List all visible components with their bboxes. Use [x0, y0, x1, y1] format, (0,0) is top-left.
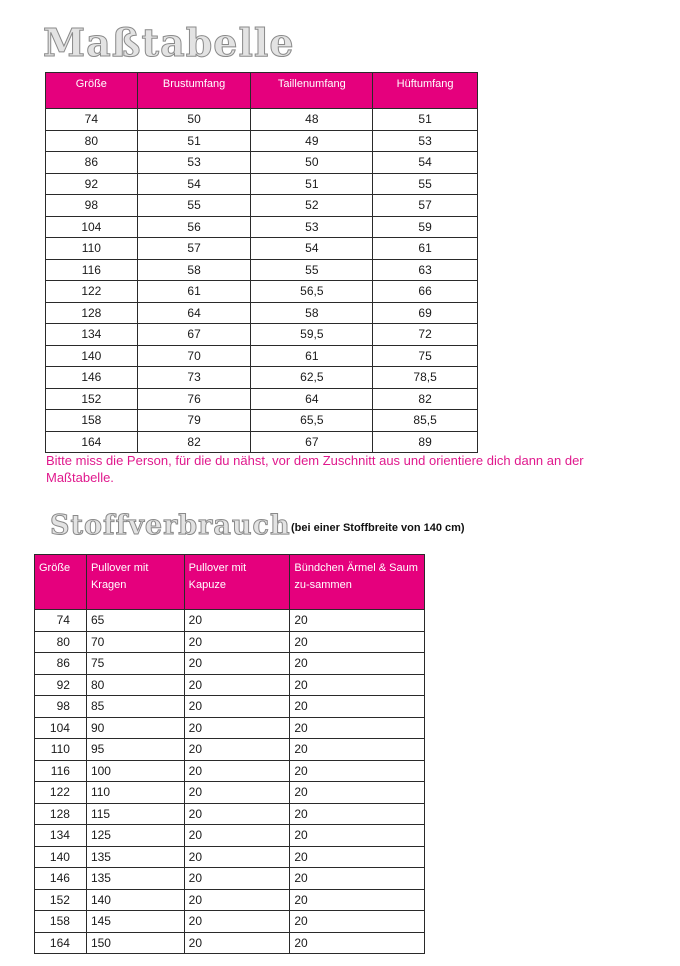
table-cell: 20: [184, 696, 290, 718]
table-cell: 164: [35, 932, 87, 954]
table-cell: 145: [86, 911, 184, 933]
table-row: [35, 889, 425, 911]
table-cell: 110: [35, 739, 87, 761]
table-cell: 72: [373, 324, 478, 346]
table-cell: 64: [137, 302, 251, 324]
table-cell: 158: [46, 410, 138, 432]
table-cell: 140: [35, 846, 87, 868]
table-cell: 58: [137, 259, 251, 281]
table-row: [46, 152, 478, 174]
table-row: [46, 259, 478, 281]
table-cell: 116: [35, 760, 87, 782]
table-cell: 75: [86, 653, 184, 675]
table-cell: 20: [184, 825, 290, 847]
table-cell: 20: [184, 610, 290, 632]
table-row: [35, 868, 425, 890]
table-row: [46, 130, 478, 152]
table-cell: 158: [35, 911, 87, 933]
table-row: [46, 302, 478, 324]
table-cell: 51: [137, 130, 251, 152]
table-row: [35, 696, 425, 718]
table-cell: 59: [373, 216, 478, 238]
table-cell: 20: [290, 674, 425, 696]
fabric-width-note: (bei einer Stoffbreite von 140 cm): [291, 522, 465, 534]
table-cell: 150: [86, 932, 184, 954]
column-header: Bündchen Ärmel & Saum zu-sammen: [290, 555, 425, 610]
table-cell: 20: [184, 868, 290, 890]
table-cell: 20: [290, 610, 425, 632]
table-cell: 122: [46, 281, 138, 303]
table-cell: 58: [251, 302, 373, 324]
table-cell: 146: [46, 367, 138, 389]
table-cell: 164: [46, 431, 138, 453]
column-header: Hüftumfang: [373, 73, 478, 109]
table-cell: 59,5: [251, 324, 373, 346]
table-cell: 134: [35, 825, 87, 847]
table-row: [46, 324, 478, 346]
table-cell: 49: [251, 130, 373, 152]
table-cell: 125: [86, 825, 184, 847]
table-cell: 65,5: [251, 410, 373, 432]
table-row: [46, 410, 478, 432]
table-cell: 70: [137, 345, 251, 367]
table-cell: 20: [290, 631, 425, 653]
column-header: Brustumfang: [137, 73, 251, 109]
table-cell: 98: [46, 195, 138, 217]
table-cell: 85,5: [373, 410, 478, 432]
table-row: [35, 610, 425, 632]
column-header: Pullover mit Kragen: [86, 555, 184, 610]
table-row: [35, 653, 425, 675]
table-cell: 20: [184, 889, 290, 911]
table-row: [46, 109, 478, 131]
table-cell: 122: [35, 782, 87, 804]
table-cell: 20: [290, 653, 425, 675]
table-cell: 128: [46, 302, 138, 324]
table-cell: 85: [86, 696, 184, 718]
table-cell: 135: [86, 868, 184, 890]
table-cell: 100: [86, 760, 184, 782]
table-row: [35, 760, 425, 782]
column-header: Pullover mit Kapuze: [184, 555, 290, 610]
table-row: [46, 345, 478, 367]
table-cell: 62,5: [251, 367, 373, 389]
table-cell: 80: [46, 130, 138, 152]
table-cell: 54: [251, 238, 373, 260]
table-row: [35, 825, 425, 847]
table-cell: 20: [290, 760, 425, 782]
table-cell: 20: [290, 803, 425, 825]
table-cell: 20: [290, 846, 425, 868]
table-cell: 98: [35, 696, 87, 718]
table-cell: 69: [373, 302, 478, 324]
column-header: Größe: [46, 73, 138, 109]
table-cell: 74: [35, 610, 87, 632]
table-row: [35, 717, 425, 739]
table-cell: 56,5: [251, 281, 373, 303]
table-cell: 20: [184, 674, 290, 696]
table-cell: 54: [373, 152, 478, 174]
table-cell: 134: [46, 324, 138, 346]
table-cell: 50: [251, 152, 373, 174]
table-cell: 61: [251, 345, 373, 367]
table-cell: 80: [86, 674, 184, 696]
table-cell: 20: [290, 911, 425, 933]
table-row: [35, 739, 425, 761]
table-row: [46, 388, 478, 410]
table-cell: 152: [35, 889, 87, 911]
table-cell: 115: [86, 803, 184, 825]
table-cell: 73: [137, 367, 251, 389]
table-cell: 110: [86, 782, 184, 804]
table-row: [46, 431, 478, 453]
table-cell: 67: [137, 324, 251, 346]
table-cell: 20: [184, 653, 290, 675]
table-row: [35, 782, 425, 804]
masstabelle-title: Maßtabelle: [43, 20, 295, 65]
table-cell: 20: [290, 825, 425, 847]
table-cell: 80: [35, 631, 87, 653]
table-header-row: [35, 555, 425, 610]
table-row: [46, 367, 478, 389]
table-cell: 61: [373, 238, 478, 260]
table-cell: 20: [184, 846, 290, 868]
table-cell: 20: [290, 868, 425, 890]
table-cell: 104: [46, 216, 138, 238]
table-cell: 76: [137, 388, 251, 410]
table-cell: 61: [137, 281, 251, 303]
table-row: [35, 803, 425, 825]
table-cell: 56: [137, 216, 251, 238]
table-row: [35, 932, 425, 954]
table-cell: 53: [251, 216, 373, 238]
table-cell: 54: [137, 173, 251, 195]
table-row: [46, 216, 478, 238]
table-cell: 86: [46, 152, 138, 174]
table-cell: 20: [184, 717, 290, 739]
measurement-table: [45, 72, 478, 453]
table-cell: 70: [86, 631, 184, 653]
table-cell: 48: [251, 109, 373, 131]
table-cell: 79: [137, 410, 251, 432]
table-cell: 20: [290, 932, 425, 954]
table-cell: 57: [137, 238, 251, 260]
table-row: [46, 281, 478, 303]
table-cell: 92: [46, 173, 138, 195]
table-cell: 53: [373, 130, 478, 152]
table-cell: 20: [290, 717, 425, 739]
fabric-table: [34, 554, 425, 954]
column-header: Größe: [35, 555, 87, 610]
table-cell: 64: [251, 388, 373, 410]
table-cell: 20: [290, 782, 425, 804]
table-row: [35, 911, 425, 933]
table-cell: 146: [35, 868, 87, 890]
measurement-note: Bitte miss die Person, für die du nähst, vor dem Zuschnitt aus und orientiere dich dann an der Maßtabelle.: [46, 453, 584, 485]
table-cell: 20: [184, 760, 290, 782]
table-cell: 55: [251, 259, 373, 281]
table-cell: 55: [137, 195, 251, 217]
table-cell: 53: [137, 152, 251, 174]
table-cell: 104: [35, 717, 87, 739]
table-cell: 90: [86, 717, 184, 739]
table-cell: 82: [137, 431, 251, 453]
table-cell: 95: [86, 739, 184, 761]
table-row: [35, 631, 425, 653]
table-cell: 140: [86, 889, 184, 911]
table-cell: 116: [46, 259, 138, 281]
table-cell: 82: [373, 388, 478, 410]
table-row: [46, 173, 478, 195]
table-cell: 63: [373, 259, 478, 281]
table-cell: 20: [184, 803, 290, 825]
table-cell: 74: [46, 109, 138, 131]
table-cell: 51: [251, 173, 373, 195]
column-header: Taillenumfang: [251, 73, 373, 109]
table-row: [35, 674, 425, 696]
table-cell: 92: [35, 674, 87, 696]
table-cell: 20: [290, 889, 425, 911]
table-cell: 20: [184, 631, 290, 653]
table-cell: 20: [290, 696, 425, 718]
table-cell: 20: [184, 932, 290, 954]
table-cell: 66: [373, 281, 478, 303]
table-row: [35, 846, 425, 868]
table-cell: 20: [184, 911, 290, 933]
table-cell: 128: [35, 803, 87, 825]
table-cell: 20: [184, 739, 290, 761]
table-cell: 55: [373, 173, 478, 195]
table-cell: 52: [251, 195, 373, 217]
table-cell: 75: [373, 345, 478, 367]
table-cell: 65: [86, 610, 184, 632]
table-row: [46, 238, 478, 260]
table-cell: 140: [46, 345, 138, 367]
table-cell: 51: [373, 109, 478, 131]
table-cell: 50: [137, 109, 251, 131]
table-cell: 78,5: [373, 367, 478, 389]
table-cell: 110: [46, 238, 138, 260]
table-cell: 135: [86, 846, 184, 868]
table-row: [46, 195, 478, 217]
table-cell: 152: [46, 388, 138, 410]
table-cell: 57: [373, 195, 478, 217]
table-cell: 67: [251, 431, 373, 453]
table-cell: 89: [373, 431, 478, 453]
table-cell: 20: [290, 739, 425, 761]
table-header-row: [46, 73, 478, 109]
stoffverbrauch-title: Stoffverbrauch: [50, 510, 291, 541]
table-cell: 20: [184, 782, 290, 804]
table-cell: 86: [35, 653, 87, 675]
